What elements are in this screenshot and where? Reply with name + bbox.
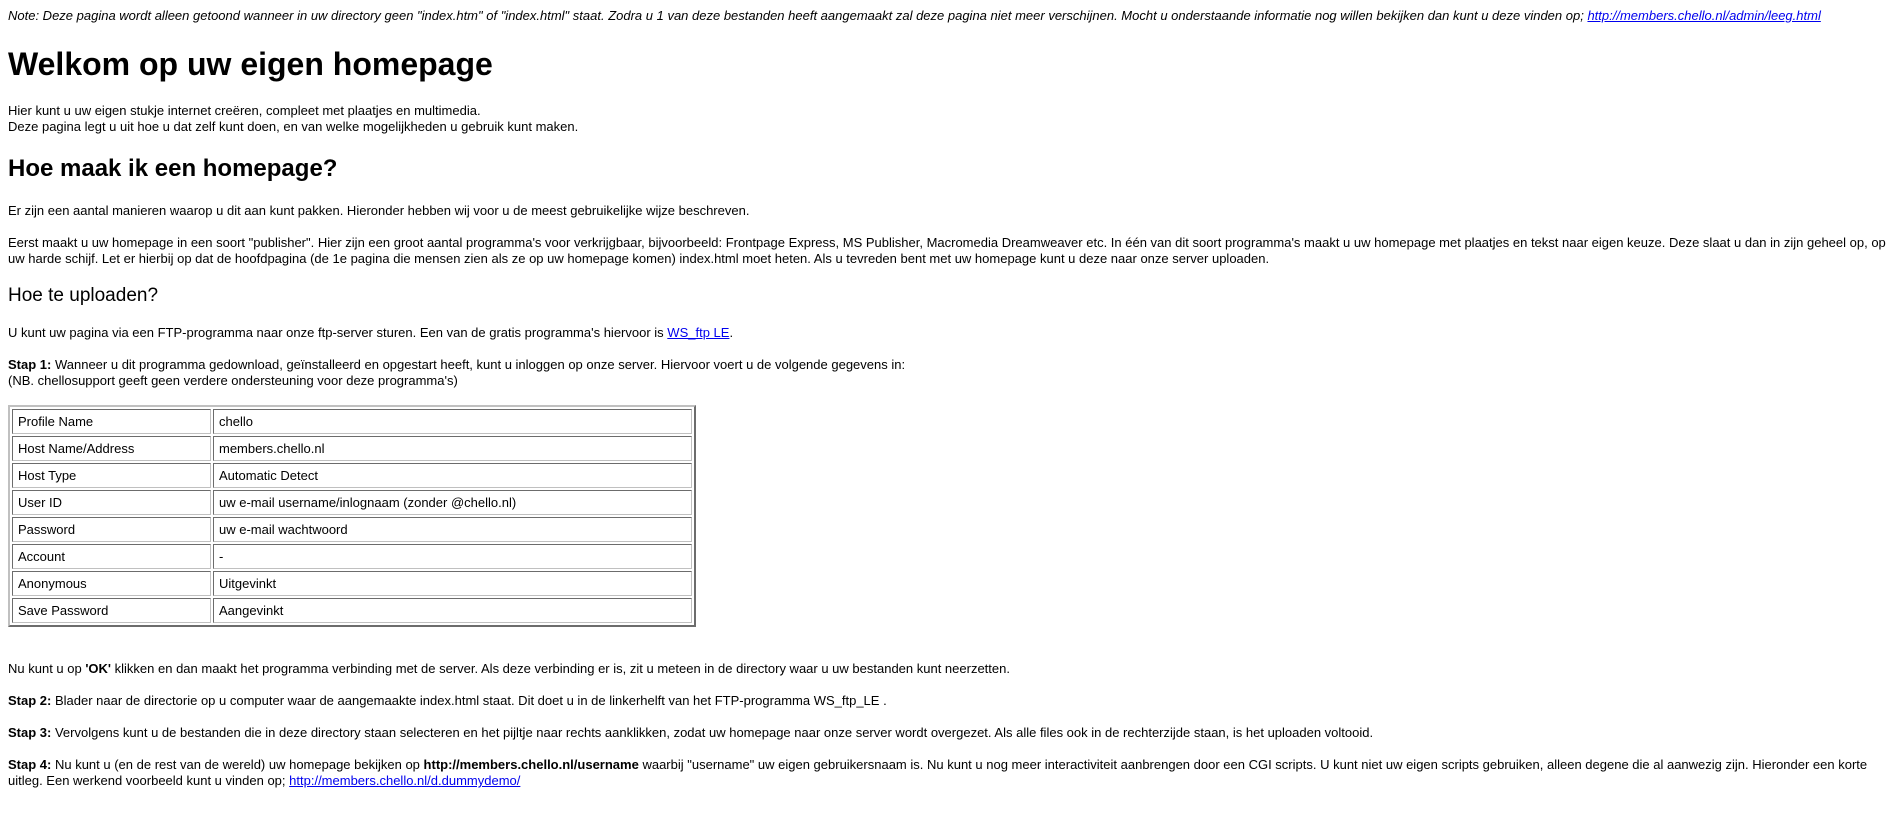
table-value: Automatic Detect <box>213 463 692 488</box>
section1-paragraph-2: Eerst maakt u uw homepage in een soort "publisher". Hier zijn een groot aantal programma's voor verkrijgbaar, bijvoorbeeld: Frontpage Express, MS Publisher, Macromedia Dreamweaver etc. In één van dit soort programma's maakt u uw homepage met plaatjes en tekst naar eigen keuze. Deze slaat u dan in zijn geheel op, op uw harde schijf. Let er hierbij op dat de hoofdpagina (de 1e pagina die mensen zien als ze op uw homepage komen) index.html moet heten. Als u tevreden bent met uw homepage kunt u deze naar onze server uploaden. <box>8 235 1886 266</box>
upload-text-before: U kunt uw pagina via een FTP-programma naar onze ftp-server sturen. Een van de gratis programma's hiervoor is <box>8 325 664 340</box>
table-value: Aangevinkt <box>213 598 692 623</box>
table-row <box>12 463 692 488</box>
step4-url: http://members.chello.nl/username <box>423 757 639 772</box>
section1-paragraph-1: Er zijn een aantal manieren waarop u dit aan kunt pakken. Hieronder hebben wij voor u de meest gebruikelijke wijze beschreven. <box>8 203 750 218</box>
intro-line-2: Deze pagina legt u uit hoe u dat zelf kunt doen, en van welke mogelijkheden u gebruik kunt maken. <box>8 119 579 134</box>
table-value: Uitgevinkt <box>213 571 692 596</box>
ftp-settings-table <box>8 405 696 627</box>
table-key: Host Type <box>12 463 211 488</box>
section-heading-homepage: Hoe maak ik een homepage? <box>8 155 338 182</box>
table-key: Account <box>12 544 211 569</box>
table-value: - <box>213 544 692 569</box>
table-row <box>12 598 692 623</box>
step4-text-before: Nu kunt u (en de rest van de wereld) uw homepage bekijken op <box>54 757 420 772</box>
table-row <box>12 571 692 596</box>
step2-label: Stap 2: <box>8 693 52 708</box>
step2-text: Blader naar de directorie op u computer waar de aangemaakte index.html staat. Dit doet u in de linkerhelft van het FTP-programma WS_ftp_LE . <box>54 693 887 708</box>
ok-label: 'OK' <box>85 661 112 676</box>
step4-label: Stap 4: <box>8 757 52 772</box>
section-heading-upload: Hoe te uploaden? <box>8 285 159 306</box>
table-key: Anonymous <box>12 571 211 596</box>
table-row <box>12 490 692 515</box>
table-key: Save Password <box>12 598 211 623</box>
dummydemo-link[interactable]: http://members.chello.nl/d.dummydemo/ <box>289 773 521 788</box>
step3-paragraph <box>8 725 1894 741</box>
step1-paragraph <box>8 357 1894 389</box>
after-table-after: klikken en dan maakt het programma verbinding met de server. Als deze verbinding er is, zit u meteen in de directory waar u uw bestanden kunt neerzetten. <box>114 661 1010 676</box>
step2-paragraph <box>8 693 1894 709</box>
table-row <box>12 544 692 569</box>
ws-ftp-link[interactable]: WS_ftp LE <box>667 325 730 340</box>
note-link[interactable]: http://members.chello.nl/admin/leeg.html <box>1587 8 1821 23</box>
table-key: Host Name/Address <box>12 436 211 461</box>
table-row <box>12 409 692 434</box>
step3-label: Stap 3: <box>8 725 52 740</box>
step4-paragraph <box>8 757 1894 789</box>
step3-text: Vervolgens kunt u de bestanden die in deze directory staan selecteren en het pijltje naar rechts aanklikken, zodat uw homepage naar onze server wordt overgezet. Als alle files ook in de rechterzijde staan, is het uploaden voltooid. <box>54 725 1374 740</box>
table-value: uw e-mail username/inlognaam (zonder @chello.nl) <box>213 490 692 515</box>
table-row <box>12 436 692 461</box>
table-key: Password <box>12 517 211 542</box>
table-key: User ID <box>12 490 211 515</box>
step1-text: Wanneer u dit programma gedownload, geïnstalleerd en opgestart heeft, kunt u inloggen op onze server. Hiervoor voert u de volgende gegevens in: <box>54 357 906 372</box>
note-paragraph <box>8 8 1894 24</box>
table-value: uw e-mail wachtwoord <box>213 517 692 542</box>
page-title: Welkom op uw eigen homepage <box>8 46 493 82</box>
upload-paragraph <box>8 325 1894 341</box>
step1-note: (NB. chellosupport geeft geen verdere ondersteuning voor deze programma's) <box>8 373 458 388</box>
step4-text-after: waarbij "username" uw eigen gebruikersnaam is. Nu kunt u nog meer interactiviteit aanbrengen door een CGI scripts. U kunt niet uw eigen scripts gebruiken, alleen degene die al aanwezig zijn. Hieronder een korte uitleg. Een werkend voorbeeld kunt u vinden op; <box>8 757 1868 788</box>
upload-text-after: . <box>729 325 734 340</box>
table-key: Profile Name <box>12 409 211 434</box>
after-table-paragraph <box>8 661 1894 677</box>
step1-label: Stap 1: <box>8 357 52 372</box>
intro-line-1: Hier kunt u uw eigen stukje internet creëren, compleet met plaatjes en multimedia. <box>8 103 481 118</box>
after-table-before: Nu kunt u op <box>8 661 82 676</box>
table-value: chello <box>213 409 692 434</box>
note-text: Note: Deze pagina wordt alleen getoond wanneer in uw directory geen "index.htm" of "index.html" staat. Zodra u 1 van deze bestanden heeft aangemaakt zal deze pagina niet meer verschijnen. Mocht u onderstaande informatie nog willen bekijken dan kunt u deze vinden op; <box>8 8 1584 23</box>
table-value: members.chello.nl <box>213 436 692 461</box>
table-row <box>12 517 692 542</box>
